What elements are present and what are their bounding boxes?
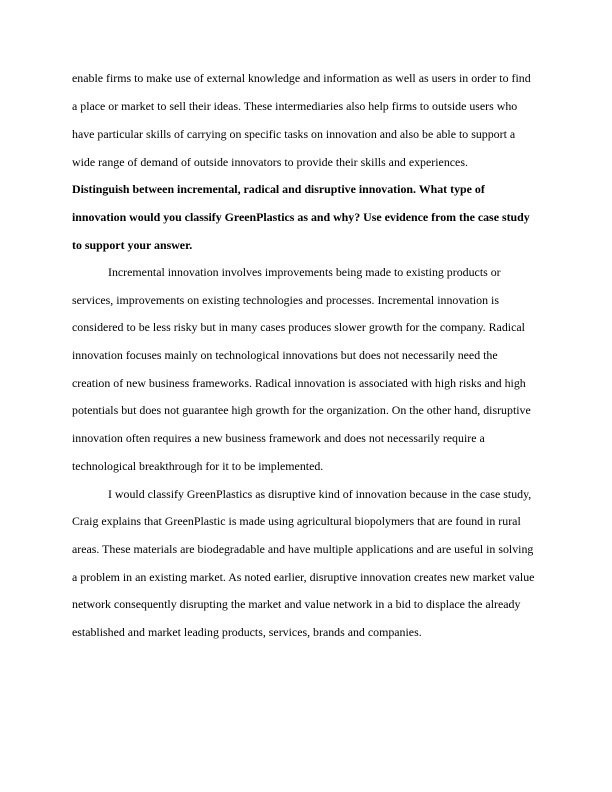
text-line: areas. These materials are biodegradable and have multiple applications and are useful in solving [72, 542, 534, 556]
text-line: network consequently disrupting the market and value network in a bid to displace the already [72, 597, 521, 611]
text-line: services, improvements on existing technologies and processes. Incremental innovation is [72, 293, 499, 307]
text-line: technological breakthrough for it to be implemented. [72, 459, 324, 473]
question-heading-line: innovation would you classify GreenPlastics as and why? Use evidence from the case study [72, 210, 530, 224]
text-line: a problem in an existing market. As noted earlier, disruptive innovation creates new market value [72, 570, 535, 584]
text-line: Incremental innovation involves improvements being made to existing products or [108, 265, 501, 279]
text-line: innovation often requires a new business framework and does not necessarily require a [72, 431, 485, 445]
question-heading-line: to support your answer. [72, 238, 193, 252]
text-line: a place or market to sell their ideas. These intermediaries also help firms to outside users who [72, 99, 518, 113]
text-line: established and market leading products, services, brands and companies. [72, 625, 422, 639]
text-line: I would classify GreenPlastics as disruptive kind of innovation because in the case study, [108, 487, 532, 501]
text-line: considered to be less risky but in many cases produces slower growth for the company. Radical [72, 320, 525, 334]
text-line: wide range of demand of outside innovators to provide their skills and experiences. [72, 155, 468, 169]
question-heading-line: Distinguish between incremental, radical and disruptive innovation. What type of [72, 182, 485, 196]
text-line: innovation focuses mainly on technological innovations but does not necessarily need the [72, 348, 498, 362]
text-line: creation of new business frameworks. Radical innovation is associated with high risks and high [72, 376, 526, 390]
text-line: have particular skills of carrying on specific tasks on innovation and also be able to support a [72, 127, 516, 141]
text-line: potentials but does not guarantee high growth for the organization. On the other hand, disruptive [72, 403, 531, 417]
text-line: enable firms to make use of external knowledge and information as well as users in order to find [72, 71, 531, 85]
text-line: Craig explains that GreenPlastic is made using agricultural biopolymers that are found in rural [72, 514, 521, 528]
